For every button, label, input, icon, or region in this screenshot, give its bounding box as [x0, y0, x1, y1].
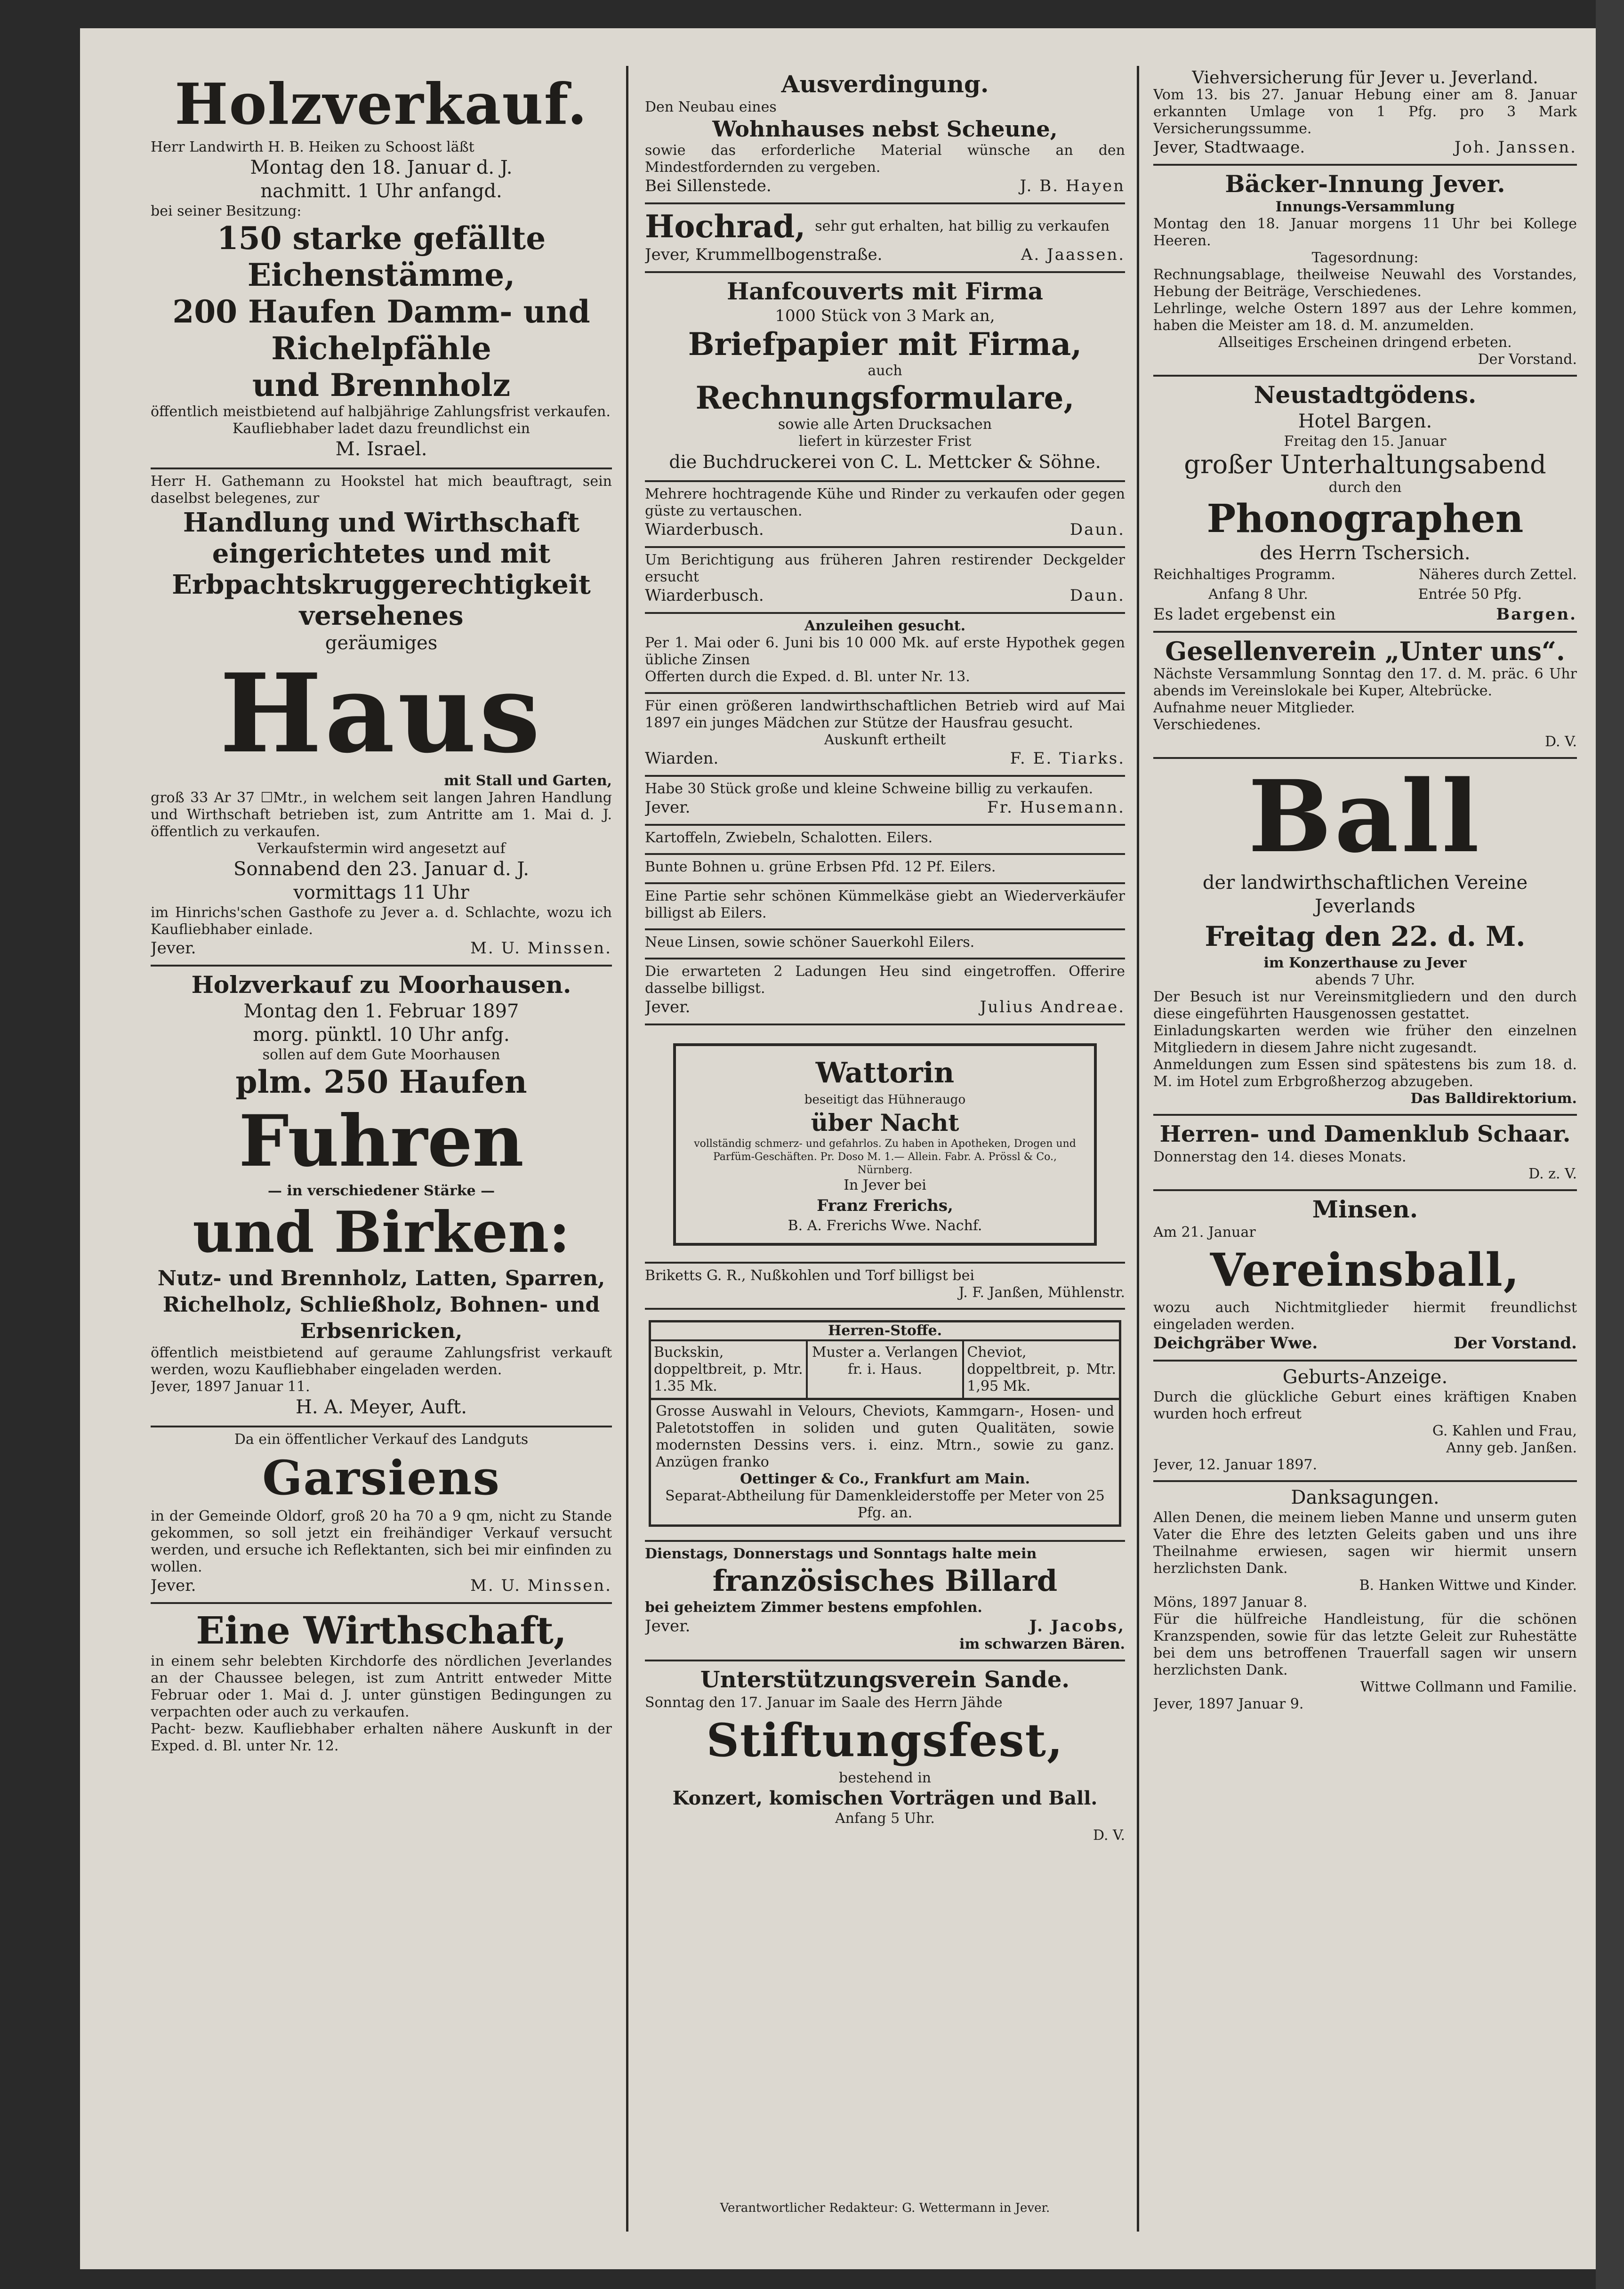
ad-title: Holzverkauf. — [175, 71, 588, 137]
ad-text: Jever, 1897 Januar 9. — [1153, 1696, 1304, 1712]
signature-name: Joh. Janssen. — [1454, 138, 1577, 157]
ad-text: Dienstags, Donnerstags und Sonntags halte mein — [645, 1546, 1037, 1562]
ad-big-title: Stiftungsfest, — [706, 1714, 1064, 1767]
column-rule-2 — [1137, 66, 1139, 2232]
ad-kuehe — [645, 482, 1125, 548]
ad-big-title: Fuhren — [239, 1100, 524, 1183]
ad-title: Wattorin — [815, 1056, 955, 1089]
ad-text: Cheviot, doppeltbreit, p. Mtr. 1,95 Mk. — [967, 1344, 1117, 1394]
ad-herren-damenklub — [1153, 1116, 1577, 1191]
ad-text: Konzert, komischen Vorträgen und Ball. — [672, 1787, 1098, 1809]
info-right: Näheres durch Zettel. — [1418, 566, 1577, 583]
ad-title: Garsiens — [262, 1450, 500, 1506]
ad-gesellenverein — [1153, 633, 1577, 759]
ad-signature — [1153, 137, 1577, 157]
ad-text: Die erwarteten 2 Ladungen Heu sind eingetroffen. Offerire dasselbe billigst. — [645, 963, 1125, 997]
ad-text: die Buchdruckerei von C. L. Mettcker & Söhne. — [669, 451, 1101, 472]
ad-wattorin — [645, 1025, 1125, 1264]
ad-druckerei — [645, 273, 1125, 482]
scanner-background — [1596, 0, 1624, 2289]
ad-text: Um Berichtigung aus früheren Jahren restirender Deckgelder ersucht — [645, 552, 1125, 585]
ad-text: Freitag den 15. Januar — [1284, 433, 1447, 450]
ad-signature — [151, 1576, 612, 1596]
ad-text: Oettinger & Co., Frankfurt am Main. — [740, 1471, 1030, 1487]
ad-signature — [645, 176, 1125, 196]
ad-heading: Richelpfähle — [271, 330, 491, 367]
ad-text: Montag den 18. Januar morgens 11 Uhr bei Kollege Heeren. — [1153, 216, 1577, 249]
ad-big-title: Haus — [219, 650, 543, 777]
ad-text: wozu auch Nichtmitglieder hiermit freundlichst eingeladen werden. — [1153, 1299, 1577, 1333]
ad-text: Anmeldungen zum Essen sind spätestens bis zum 18. d. M. im Hotel zum Erbgroßherzog abzugeben. — [1153, 1056, 1577, 1090]
ad-text: Briketts G. R., Nußkohlen und Torf billigst bei — [645, 1267, 974, 1284]
ad-text: Pacht- bezw. Kaufliebhaber erhalten nähere Auskunft in der Exped. d. Bl. unter Nr. 12. — [151, 1721, 612, 1754]
info-left: Reichhaltiges Programm. — [1153, 566, 1335, 583]
info-right: Entrée 50 Pfg. — [1418, 586, 1522, 603]
muster-note — [806, 1341, 965, 1398]
newspaper-page — [80, 28, 1596, 2269]
ad-text: Hotel Bargen. — [1298, 411, 1432, 432]
ad-big-title: und Birken: — [193, 1199, 570, 1265]
signature-place: Jever. — [645, 1617, 691, 1636]
ad-big-title: Phonographen — [1206, 496, 1524, 541]
ad-text: Anfang 5 Uhr. — [835, 1810, 935, 1827]
ad-garsiens — [151, 1427, 612, 1604]
ad-text: der landwirthschaftlichen Vereine Jeverlands — [1202, 872, 1528, 917]
ad-text: Da ein öffentlicher Verkauf des Landguts — [234, 1431, 529, 1448]
ad-briketts — [645, 1264, 1125, 1310]
ad-signature: H. A. Meyer, Auft. — [296, 1396, 467, 1418]
ad-signature — [1153, 604, 1577, 624]
signature-place: Jever. — [645, 798, 691, 817]
ad-heading: 200 Haufen Damm- und — [172, 293, 590, 330]
ad-billard — [645, 1542, 1125, 1661]
signature-name: M. U. Minssen. — [470, 939, 612, 958]
column-1 — [151, 66, 612, 1761]
cheviot-price — [964, 1341, 1119, 1398]
ad-geburts-anzeige — [1153, 1362, 1577, 1482]
ad-title: Ausverdingung. — [781, 70, 989, 98]
ad-heading: über Nacht — [811, 1109, 959, 1136]
signature-place: Wiarden. — [645, 749, 719, 768]
ad-title: Anzuleihen gesucht. — [804, 618, 966, 634]
ad-text: Verkaufstermin wird angesetzt auf — [257, 840, 506, 857]
ad-maedchen — [645, 694, 1125, 777]
ad-text: sowie das erforderliche Material wünsche an den Mindestfordernden zu vergeben. — [645, 142, 1125, 176]
ad-heading: Eichenstämme, — [247, 257, 515, 293]
ad-ball — [1153, 759, 1577, 1116]
ad-signature — [645, 798, 1125, 817]
ad-danksagungen — [1153, 1482, 1577, 1719]
ad-signature: Das Balldirektorium. — [1410, 1090, 1577, 1107]
column-3 — [1153, 66, 1577, 1719]
ad-text: Jever, 1897 Januar 11. — [151, 1378, 310, 1395]
ad-title: Danksagungen. — [1291, 1487, 1439, 1508]
ad-text: bestehend in — [838, 1770, 932, 1786]
column-rule-1 — [626, 66, 628, 2232]
ad-title: französisches Billard — [712, 1564, 1058, 1598]
ad-text: Eine Partie sehr schönen Kümmelkäse giebt an Wiederverkäufer billigst ab Eilers. — [645, 888, 1125, 921]
ad-text: Auskunft ertheilt — [824, 732, 946, 748]
ad-viehversicherung — [1153, 66, 1577, 166]
ad-text: Donnerstag den 14. dieses Monats. — [1153, 1149, 1407, 1165]
signature-place: Es ladet ergebenst ein — [1153, 605, 1336, 624]
ad-title: Herren- und Damenklub Schaar. — [1159, 1121, 1571, 1147]
ad-text: öffentlich meistbietend auf halbjährige Zahlungsfrist verkaufen. — [151, 403, 611, 420]
ad-heading: Briefpapier mit Firma, — [688, 326, 1082, 363]
ad-heading: Freitag den 22. d. M. — [1205, 920, 1526, 952]
ad-title: Gesellenverein „Unter uns“. — [1165, 636, 1565, 666]
ad-text: im schwarzen Bären. — [959, 1636, 1125, 1652]
ad-signature — [645, 997, 1125, 1017]
ad-text: bei geheiztem Zimmer bestens empfohlen. — [645, 1599, 982, 1616]
ad-text: Einladungskarten werden wie früher den einzelnen Mitgliedern in diesem Jahre nicht zugesandt. — [1153, 1023, 1577, 1056]
signature-name: J. Jacobs, — [1029, 1617, 1125, 1636]
ad-signature — [645, 520, 1125, 540]
signature-name: Daun. — [1069, 586, 1125, 605]
ad-small-eilers-1 — [645, 826, 1125, 855]
signature-name: Julius Andreae. — [980, 998, 1125, 1016]
ad-ausverdingung — [645, 66, 1125, 204]
signature-name: Daun. — [1069, 520, 1125, 539]
ad-text: Innungs-Versammlung — [1275, 199, 1455, 215]
ad-heading: und Brennholz — [252, 367, 511, 403]
ad-signature: D. V. — [1093, 1827, 1125, 1844]
ad-heu — [645, 959, 1125, 1025]
ad-info-row — [1153, 565, 1577, 585]
ad-text: Herr H. Gathemann zu Hookstel hat mich beauftragt, sein daselbst belegenes, zur — [151, 473, 612, 507]
signature-place: Deichgräber Wwe. — [1153, 1334, 1318, 1353]
signature-place: Jever. — [151, 939, 196, 958]
ad-text: Den Neubau eines — [645, 99, 777, 115]
ad-text: morg. pünktl. 10 Uhr anfg. — [253, 1024, 510, 1046]
ad-text: Vom 13. bis 27. Januar Hebung einer am 8. Januar erkannten Umlage von 1 Pfg. pro 3 Mark Versicherungssumme. — [1153, 87, 1577, 137]
ad-text: Durch die glückliche Geburt eines kräftigen Knaben wurden hoch erfreut — [1153, 1389, 1577, 1422]
ad-unterstuetzungsverein — [645, 1661, 1125, 1851]
page-footer-editor: Verantwortlicher Redakteur: G. Wettermann in Jever. — [720, 2201, 1050, 2215]
ad-schweine — [645, 777, 1125, 826]
ad-text: Neue Linsen, sowie schöner Sauerkohl Eilers. — [645, 934, 975, 951]
ad-text: mit Stall und Garten, — [444, 773, 612, 789]
column-2 — [645, 66, 1125, 1851]
ad-heading: Wohnhauses nebst Scheune, — [712, 116, 1058, 142]
ad-heading: Handlung und Wirthschaft eingerichtetes und mit Erbpachtskruggerechtigkeit versehenes — [172, 507, 591, 631]
ad-text: Separat-Abtheilung für Damenkleiderstoffe per Meter von 25 Pfg. an. — [665, 1488, 1105, 1521]
ad-text: öffentlich meistbietend auf geraume Zahlungsfrist verkauft werden, wozu Kaufliebhaber eingeladen werden. — [151, 1345, 612, 1378]
ad-text: Für einen größeren landwirthschaftlichen Betrieb wird auf Mai 1897 ein junges Mädchen zur Stütze der Hausfrau gesucht. — [645, 698, 1125, 731]
ad-text: Grosse Auswahl in Velours, Cheviots, Kammgarn-, Hosen- und Paletotstoffen in soliden und guten Qualitäten, sowie modernsten Dessins vers. i. einz. Mtrn., sowie zu ganz. Anzügen franko — [656, 1403, 1114, 1470]
signature-name: Fr. Husemann. — [987, 798, 1125, 817]
signature-name: M. U. Minssen. — [470, 1576, 612, 1595]
ad-text: Anny geb. Janßen. — [1446, 1440, 1577, 1456]
ad-text: Herr Landwirth H. B. Heiken zu Schoost läßt — [151, 139, 474, 155]
ad-text: durch den — [1328, 479, 1402, 496]
ad-small-eilers-2 — [645, 855, 1125, 884]
ad-text: Kaufliebhaber ladet dazu freundlichst ein — [232, 420, 531, 437]
signature-place: Jever, Stadtwaage. — [1153, 138, 1305, 157]
ad-text: sollen auf dem Gute Moorhausen — [262, 1047, 500, 1063]
signature-place: Jever. — [645, 998, 691, 1016]
ad-anzuleihen — [645, 614, 1125, 694]
wattorin-box — [673, 1043, 1097, 1246]
ad-signature — [645, 245, 1125, 265]
ad-title: Geburts-Anzeige. — [1282, 1366, 1448, 1388]
signature-place: Wiarderbusch. — [645, 586, 764, 605]
ad-text: des Herrn Tschersich. — [1260, 542, 1471, 564]
signature-name: F. E. Tiarks. — [1010, 749, 1125, 768]
ad-holzverkauf-moorhausen — [151, 967, 612, 1427]
ad-text: J. F. Janßen, Mühlenstr. — [958, 1284, 1125, 1301]
ad-signature: M. Israel. — [335, 438, 427, 460]
ad-haus-verkauf — [151, 469, 612, 967]
ad-text: Lehrlinge, welche Ostern 1897 aus der Lehre kommen, haben die Meister am 18. d. M. anzumelden. — [1153, 300, 1577, 334]
ad-holzverkauf-heiken — [151, 66, 612, 469]
ad-signature — [1153, 1333, 1577, 1353]
ad-text: Für die hülfreiche Handleistung, für die schönen Kranzspenden, sowie für das letzte Geleit zur Ruhestätte bei dem uns betroffenen Trauerfall sagen wir unsern herzlichsten Dank. — [1153, 1611, 1577, 1678]
ad-wirthschaft — [151, 1604, 612, 1761]
ad-text: sowie alle Arten Drucksachen — [778, 416, 992, 433]
ad-small-eilers-4 — [645, 930, 1125, 959]
signature-name: Der Vorstand. — [1454, 1334, 1577, 1353]
ad-signature: D. V. — [1544, 733, 1577, 750]
ad-title: Viehversicherung für Jever u. Jeverland. — [1192, 68, 1538, 88]
signature-place: Jever, Krummellbogenstraße. — [645, 245, 883, 264]
ad-text: in der Gemeinde Oldorf, groß 20 ha 70 a 9 qm, nicht zu Stande gekommen, so soll jetzt ein freihändiger Verkauf versucht werden, und ersuche ich Reflektanten, sich bei mir einfinden zu wollen. — [151, 1508, 612, 1575]
ad-text: Montag den 1. Februar 1897 — [243, 1000, 519, 1022]
ad-text: In Jever bei — [844, 1177, 926, 1193]
ad-minsen — [1153, 1191, 1577, 1362]
ad-text: B. A. Frerichs Wwe. Nachf. — [788, 1217, 982, 1234]
ad-text: Bunte Bohnen u. grüne Erbsen Pfd. 12 Pf. Eilers. — [645, 859, 996, 875]
ad-text: Franz Frerichs, — [817, 1196, 953, 1215]
ad-herren-stoffe — [645, 1310, 1125, 1542]
ad-heading: Rechnungsformulare, — [695, 379, 1075, 416]
ad-text: im Hinrichs'schen Gasthofe zu Jever a. d. Schlachte, wozu ich Kaufliebhaber einlade. — [151, 904, 612, 938]
ad-info-row — [1153, 585, 1577, 604]
ad-text: beseitigt das Hühneraugo — [804, 1093, 966, 1107]
ad-text: Aufnahme neuer Mitglieder. — [1153, 700, 1355, 716]
ad-big-title: Ball — [1248, 758, 1482, 875]
ad-text: im Konzerthause zu Jever — [1263, 955, 1467, 971]
ad-heading: großer Unterhaltungsabend — [1184, 450, 1546, 479]
ad-text: Verschiedenes. — [1153, 717, 1261, 733]
ad-text: Der Besuch ist nur Vereinsmitgliedern und den durch diese eingeführten Hausgenossen gestattet. — [1153, 989, 1577, 1022]
ad-text: Allseitiges Erscheinen dringend erbeten. — [1218, 334, 1512, 351]
ad-text: G. Kahlen und Frau, — [1432, 1423, 1577, 1439]
ad-signature — [151, 938, 612, 958]
ad-text: Kartoffeln, Zwiebeln, Schalotten. Eilers. — [645, 830, 933, 846]
ad-text: Montag den 18. Januar d. J. — [250, 157, 513, 178]
ad-text: groß 33 Ar 37 ☐Mtr., in welchem seit langen Jahren Handlung und Wirthschaft betrieben ist, zum Antritte am 1. Mai d. J. öffentlich zu verkaufen. — [151, 790, 612, 840]
ad-text: Habe 30 Stück große und kleine Schweine billig zu verkaufen. — [645, 781, 1093, 797]
ad-text: — in verschiedener Stärke — — [267, 1183, 495, 1199]
signature-name: A. Jaassen. — [1021, 245, 1125, 264]
ad-text: Per 1. Mai oder 6. Juni bis 10 000 Mk. auf erste Hypothek gegen übliche Zinsen — [645, 635, 1125, 668]
signature-place: Wiarderbusch. — [645, 520, 764, 539]
ad-text: auch — [868, 363, 902, 379]
stoffe-box — [649, 1320, 1121, 1527]
ad-text: Tagesordnung: — [1311, 250, 1419, 266]
ad-signature — [645, 1616, 1125, 1636]
ad-signature — [645, 586, 1125, 605]
ad-text: in einem sehr belebten Kirchdorfe des nördlichen Jeverlandes an der Chaussee belegen, ist zum Antritt entweder Mitte Februar oder 1. Mai d. J. unter günstigen Bedingungen zu verpachten oder auch zu verkaufen. — [151, 1653, 612, 1720]
ad-signature: Der Vorstand. — [1478, 351, 1577, 368]
ad-title: Neustadtgödens. — [1254, 381, 1477, 409]
ad-text: Sonnabend den 23. Januar d. J. — [233, 858, 530, 880]
ad-neustadtgoedens — [1153, 377, 1577, 633]
ad-text: Am 21. Januar — [1153, 1224, 1256, 1241]
ad-text: Nächste Versammlung Sonntag den 17. d. M. präc. 6 Uhr abends im Vereinslokale bei Kuper, Altebrücke. — [1153, 666, 1577, 699]
ad-text: bei seiner Besitzung: — [151, 203, 302, 219]
info-left: Anfang 8 Uhr. — [1208, 586, 1308, 603]
ad-signature: D. z. V. — [1528, 1166, 1577, 1182]
ad-title: Holzverkauf zu Moorhausen. — [191, 971, 571, 999]
buckskin-price — [651, 1341, 806, 1398]
ad-title: Hochrad, — [645, 208, 806, 245]
ad-hochrad — [645, 204, 1125, 273]
ad-text: vollständig schmerz- und gefahrlos. Zu haben in Apotheken, Drogen und Parfüm-Geschäften. Pr. Doso M. 1.— Allein. Fabr. A. Prössl & Co., Nürnberg. — [694, 1138, 1076, 1176]
ad-title: Bäcker-Innung Jever. — [1225, 170, 1505, 198]
ad-berichtigung — [645, 548, 1125, 614]
signature-place: Jever. — [151, 1576, 196, 1595]
ad-heading: 150 starke gefällte — [217, 220, 546, 257]
ad-baecker-innung — [1153, 166, 1577, 377]
signature-name: J. B. Hayen — [1020, 177, 1125, 195]
ad-big-title: Vereinsball, — [1210, 1243, 1520, 1297]
ad-title: Unterstützungsverein Sande. — [700, 1667, 1070, 1693]
ad-small-eilers-3 — [645, 884, 1125, 930]
ad-heading: plm. 250 Haufen — [235, 1064, 527, 1100]
ad-text: B. Hanken Wittwe und Kinder. — [1359, 1577, 1577, 1594]
ad-text: Mehrere hochtragende Kühe und Rinder zu verkaufen oder gegen güste zu vertauschen. — [645, 486, 1125, 519]
ad-title: Eine Wirthschaft, — [196, 1608, 567, 1652]
ad-heading: Nutz- und Brennholz, Latten, Sparren, Richelholz, Schließholz, Bohnen- und Erbsenricken, — [157, 1266, 605, 1343]
ad-text: Rechnungsablage, theilweise Neuwahl des Vorstandes, Hebung der Beiträge, Verschiedenes. — [1153, 266, 1577, 300]
ad-title: Minsen. — [1312, 1195, 1418, 1223]
ad-text: Sonntag den 17. Januar im Saale des Herrn Jähde — [645, 1694, 1003, 1711]
stoffe-price-row — [651, 1341, 1119, 1400]
ad-text: liefert in kürzester Frist — [798, 433, 972, 450]
ad-text: Muster a. Verlangen fr. i. Haus. — [812, 1344, 958, 1378]
ad-text: geräumiges — [325, 632, 438, 654]
ad-title: Herren-Stoffe. — [651, 1322, 1119, 1341]
ad-text: Offerten durch die Exped. d. Bl. unter Nr. 13. — [645, 669, 970, 685]
ad-text: Allen Denen, die meinem lieben Manne und unserm guten Vater die Ehre des letzten Geleits gaben und uns ihre Theilnahme erwiesen, sagen wir hiermit unsern herzlichsten Dank. — [1153, 1509, 1577, 1577]
ad-text: vormittags 11 Uhr — [293, 882, 469, 903]
ad-text: 1000 Stück von 3 Mark an, — [775, 306, 995, 325]
ad-text: Jever, 12. Januar 1897. — [1153, 1457, 1318, 1473]
ad-heading: Hanfcouverts mit Firma — [726, 277, 1044, 305]
ad-text: Buckskin, doppeltbreit, p. Mtr. 1.35 Mk. — [654, 1344, 803, 1394]
ad-text: abends 7 Uhr. — [1315, 972, 1415, 988]
ad-signature — [645, 749, 1125, 768]
ad-text: nachmitt. 1 Uhr anfangd. — [260, 180, 502, 202]
signature-place: Bei Sillenstede. — [645, 177, 772, 195]
signature-name: Bargen. — [1496, 605, 1577, 624]
ad-text: sehr gut erhalten, hat billig zu verkaufen — [815, 218, 1110, 234]
ad-text: Möns, 1897 Januar 8. — [1153, 1594, 1308, 1611]
ad-text: Wittwe Collmann und Familie. — [1360, 1679, 1577, 1695]
